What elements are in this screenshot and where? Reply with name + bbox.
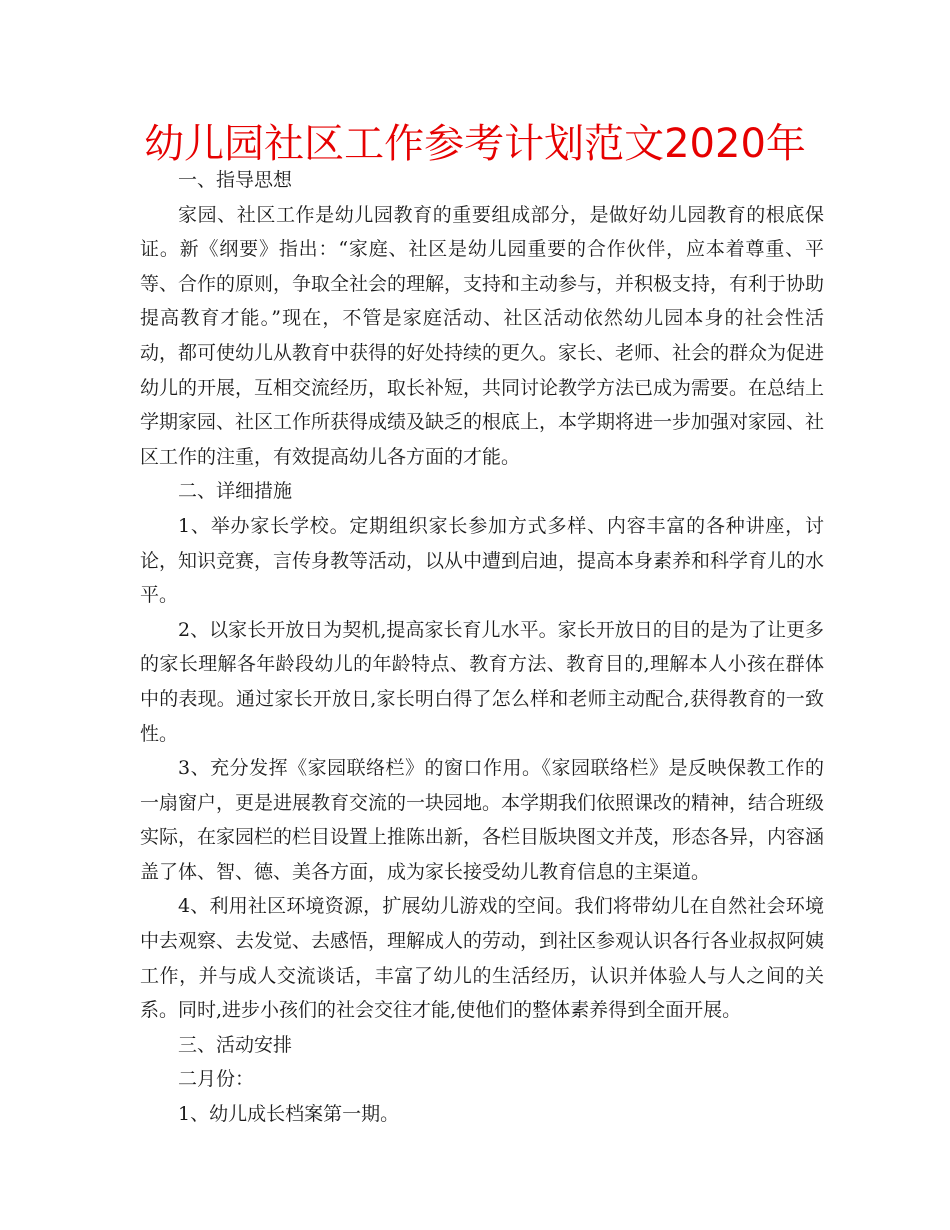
document-title: 幼儿园社区工作参考计划范文2020年	[144, 121, 806, 167]
paragraph-measure-4: 4、利用社区环境资源，扩展幼儿游戏的空间。我们将带幼儿在自然社会环境中去观察、去发觉、去感悟，理解成人的劳动，到社区参观认识各行各业叔叔阿姨工作，并与成人交流谈话，丰富了幼儿的生活经历，认识并体验人与人之间的关系。同时,进步小孩们的社会交往才能,使他们的整体素养得到全面开展。	[140, 895, 825, 1022]
paragraph-guiding-thought: 家园、社区工作是幼儿园教育的重要组成部分，是做好幼儿园教育的根底保证。新《纲要》指出：“家庭、社区是幼儿园重要的合作伙伴，应本着尊重、平等、合作的原则，争取全社会的理解，支持和主动参与，并积极支持，有利于协助提高教育才能。”现在，不管是家庭活动、社区活动依然幼儿园本身的社会性活动，都可使幼儿从教育中获得的好处持续的更久。家长、老师、社会的群众为促进幼儿的开展，互相交流经历，取长补短，共同讨论教学方法已成为需要。在总结上学期家园、社区工作所获得成绩及缺乏的根底上，本学期将进一步加强对家园、社区工作的注重，有效提高幼儿各方面的才能。	[140, 203, 825, 468]
section-heading-measures: 二、详细措施	[178, 480, 293, 503]
document-body	[140, 163, 824, 1132]
section-heading-guiding-thought: 一、指导思想	[178, 169, 293, 191]
list-item-activity-1: 1、幼儿成长档案第一期。	[178, 1103, 400, 1126]
section-heading-activity-schedule: 三、活动安排	[178, 1033, 293, 1056]
paragraph-measure-3: 3、充分发挥《家园联络栏》的窗口作用。《家园联络栏》是反映保教工作的一扇窗户，更是进展教育交流的一块园地。本学期我们依照课改的精神，结合班级实际，在家园栏的栏目设置上推陈出新，各栏目版块图文并茂，形态各异，内容涵盖了体、智、德、美各方面，成为家长接受幼儿教育信息的主渠道。	[140, 757, 825, 883]
paragraph-measure-1: 1、举办家长学校。定期组织家长参加方式多样、内容丰富的各种讲座，讨论，知识竞赛，言传身教等活动，以从中遭到启迪，提高本身素养和科学育儿的水平。	[140, 514, 825, 607]
paragraph-measure-2: 2、以家长开放日为契机,提高家长育儿水平。家长开放日的目的是为了让更多的家长理解各年龄段幼儿的年龄特点、教育方法、教育目的,理解本人小孩在群体中的表现。通过家长开放日,家长明白得了怎么样和老师主动配合,获得教育的一致性。	[140, 618, 824, 745]
month-heading-february: 二月份：	[178, 1068, 255, 1091]
